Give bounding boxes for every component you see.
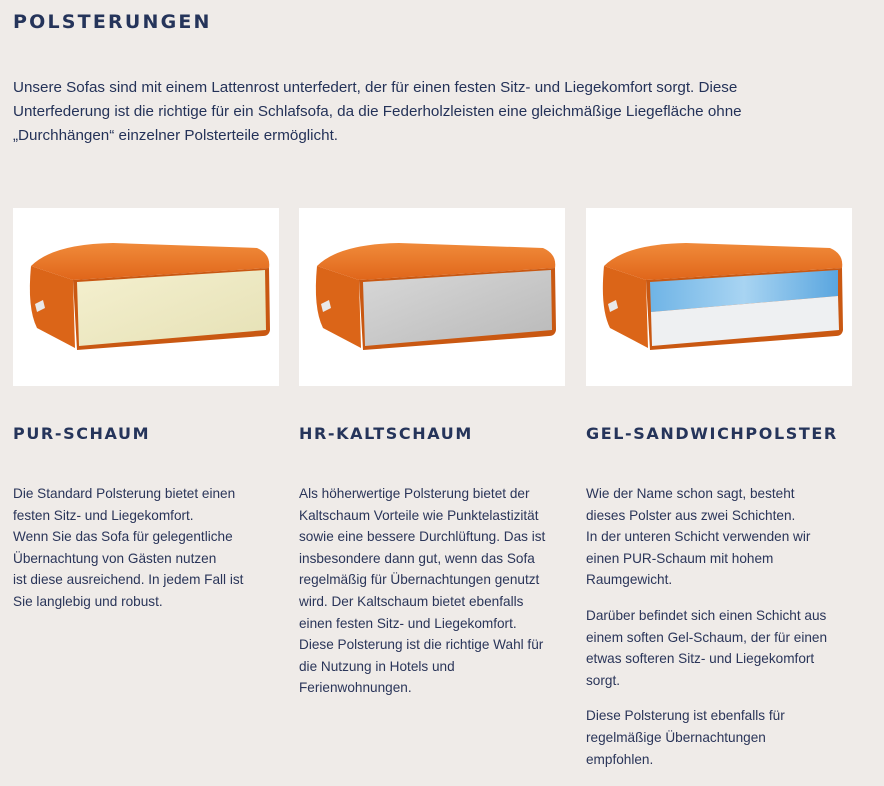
card-description bbox=[13, 483, 283, 627]
paragraph bbox=[586, 605, 856, 691]
text-line: Als höherwertige Polsterung bietet der bbox=[299, 486, 530, 501]
intro-line: „Durchhängen“ einzelner Polsterteile ermöglicht. bbox=[13, 127, 339, 144]
text-line: Raumgewicht. bbox=[586, 572, 673, 588]
cushion-grey-foam-image bbox=[299, 208, 565, 386]
card-description bbox=[299, 483, 569, 713]
text-line: ist diese ausreichend. In jedem Fall ist bbox=[13, 572, 244, 588]
text-line: Diese Polsterung ist die richtige Wahl für bbox=[299, 637, 544, 653]
card-hr-kaltschaum bbox=[299, 208, 565, 696]
text-line: empfohlen. bbox=[586, 751, 654, 767]
card-title: HR-KALTSCHAUM bbox=[299, 424, 473, 443]
text-line: festen Sitz- und Liegekomfort. bbox=[13, 507, 194, 523]
text-line: etwas softeren Sitz- und Liegekomfort bbox=[586, 651, 815, 667]
text-line: einem soften Gel-Schaum, der für einen bbox=[586, 629, 828, 645]
text-line: Die Standard Polsterung bietet einen bbox=[13, 486, 236, 501]
paragraph bbox=[586, 705, 856, 770]
text-line: Kaltschaum Vorteile wie Punktelastizität bbox=[299, 507, 539, 523]
card-pur-schaum bbox=[13, 208, 279, 609]
text-line: regelmäßig für Übernachtungen genutzt bbox=[299, 572, 540, 588]
cushion-cream-foam-image bbox=[13, 208, 279, 386]
paragraph bbox=[13, 483, 283, 613]
card-gel-sandwichpolster bbox=[586, 208, 852, 767]
text-line: insbesondere dann gut, wenn das Sofa bbox=[299, 550, 535, 566]
text-line: In der unteren Schicht verwenden wir bbox=[586, 529, 811, 545]
text-line: Sie langlebig und robust. bbox=[13, 593, 163, 609]
card-title: PUR-SCHAUM bbox=[13, 424, 151, 443]
text-line: Darüber befindet sich einen Schicht aus bbox=[586, 607, 827, 623]
intro-line: Unterfederung ist die richtige für ein Schlafsofa, da die Federholzleisten eine gleichmäßige Liegefläche ohne bbox=[13, 103, 742, 120]
text-line: Diese Polsterung ist ebenfalls für bbox=[586, 708, 785, 724]
cushion-gel-foam-image bbox=[586, 208, 852, 386]
text-line: einen festen Sitz- und Liegekomfort. bbox=[299, 615, 517, 631]
page-title: POLSTERUNGEN bbox=[13, 11, 212, 33]
text-line: wird. Der Kaltschaum bietet ebenfalls bbox=[299, 593, 524, 609]
intro-text bbox=[13, 76, 873, 148]
text-line: Wenn Sie das Sofa für gelegentliche bbox=[13, 529, 233, 545]
text-line: Übernachtung von Gästen nutzen bbox=[13, 550, 217, 566]
text-line: sorgt. bbox=[586, 672, 620, 688]
intro-line: Unsere Sofas sind mit einem Lattenrost unterfedert, der für einen festen Sitz- und Liegekomfort sorgt. Diese bbox=[13, 79, 738, 96]
text-line: Wie der Name schon sagt, besteht bbox=[586, 486, 795, 501]
text-line: dieses Polster aus zwei Schichten. bbox=[586, 507, 796, 523]
paragraph bbox=[299, 483, 569, 699]
text-line: einen PUR-Schaum mit hohem bbox=[586, 550, 774, 566]
text-line: Ferienwohnungen. bbox=[299, 680, 412, 696]
text-line: die Nutzung in Hotels und bbox=[299, 658, 455, 674]
paragraph bbox=[586, 483, 856, 591]
text-line: regelmäßige Übernachtungen bbox=[586, 729, 766, 745]
text-line: sowie eine bessere Durchlüftung. Das ist bbox=[299, 529, 546, 545]
card-title: GEL-SANDWICHPOLSTER bbox=[586, 424, 838, 443]
card-description bbox=[586, 483, 856, 784]
